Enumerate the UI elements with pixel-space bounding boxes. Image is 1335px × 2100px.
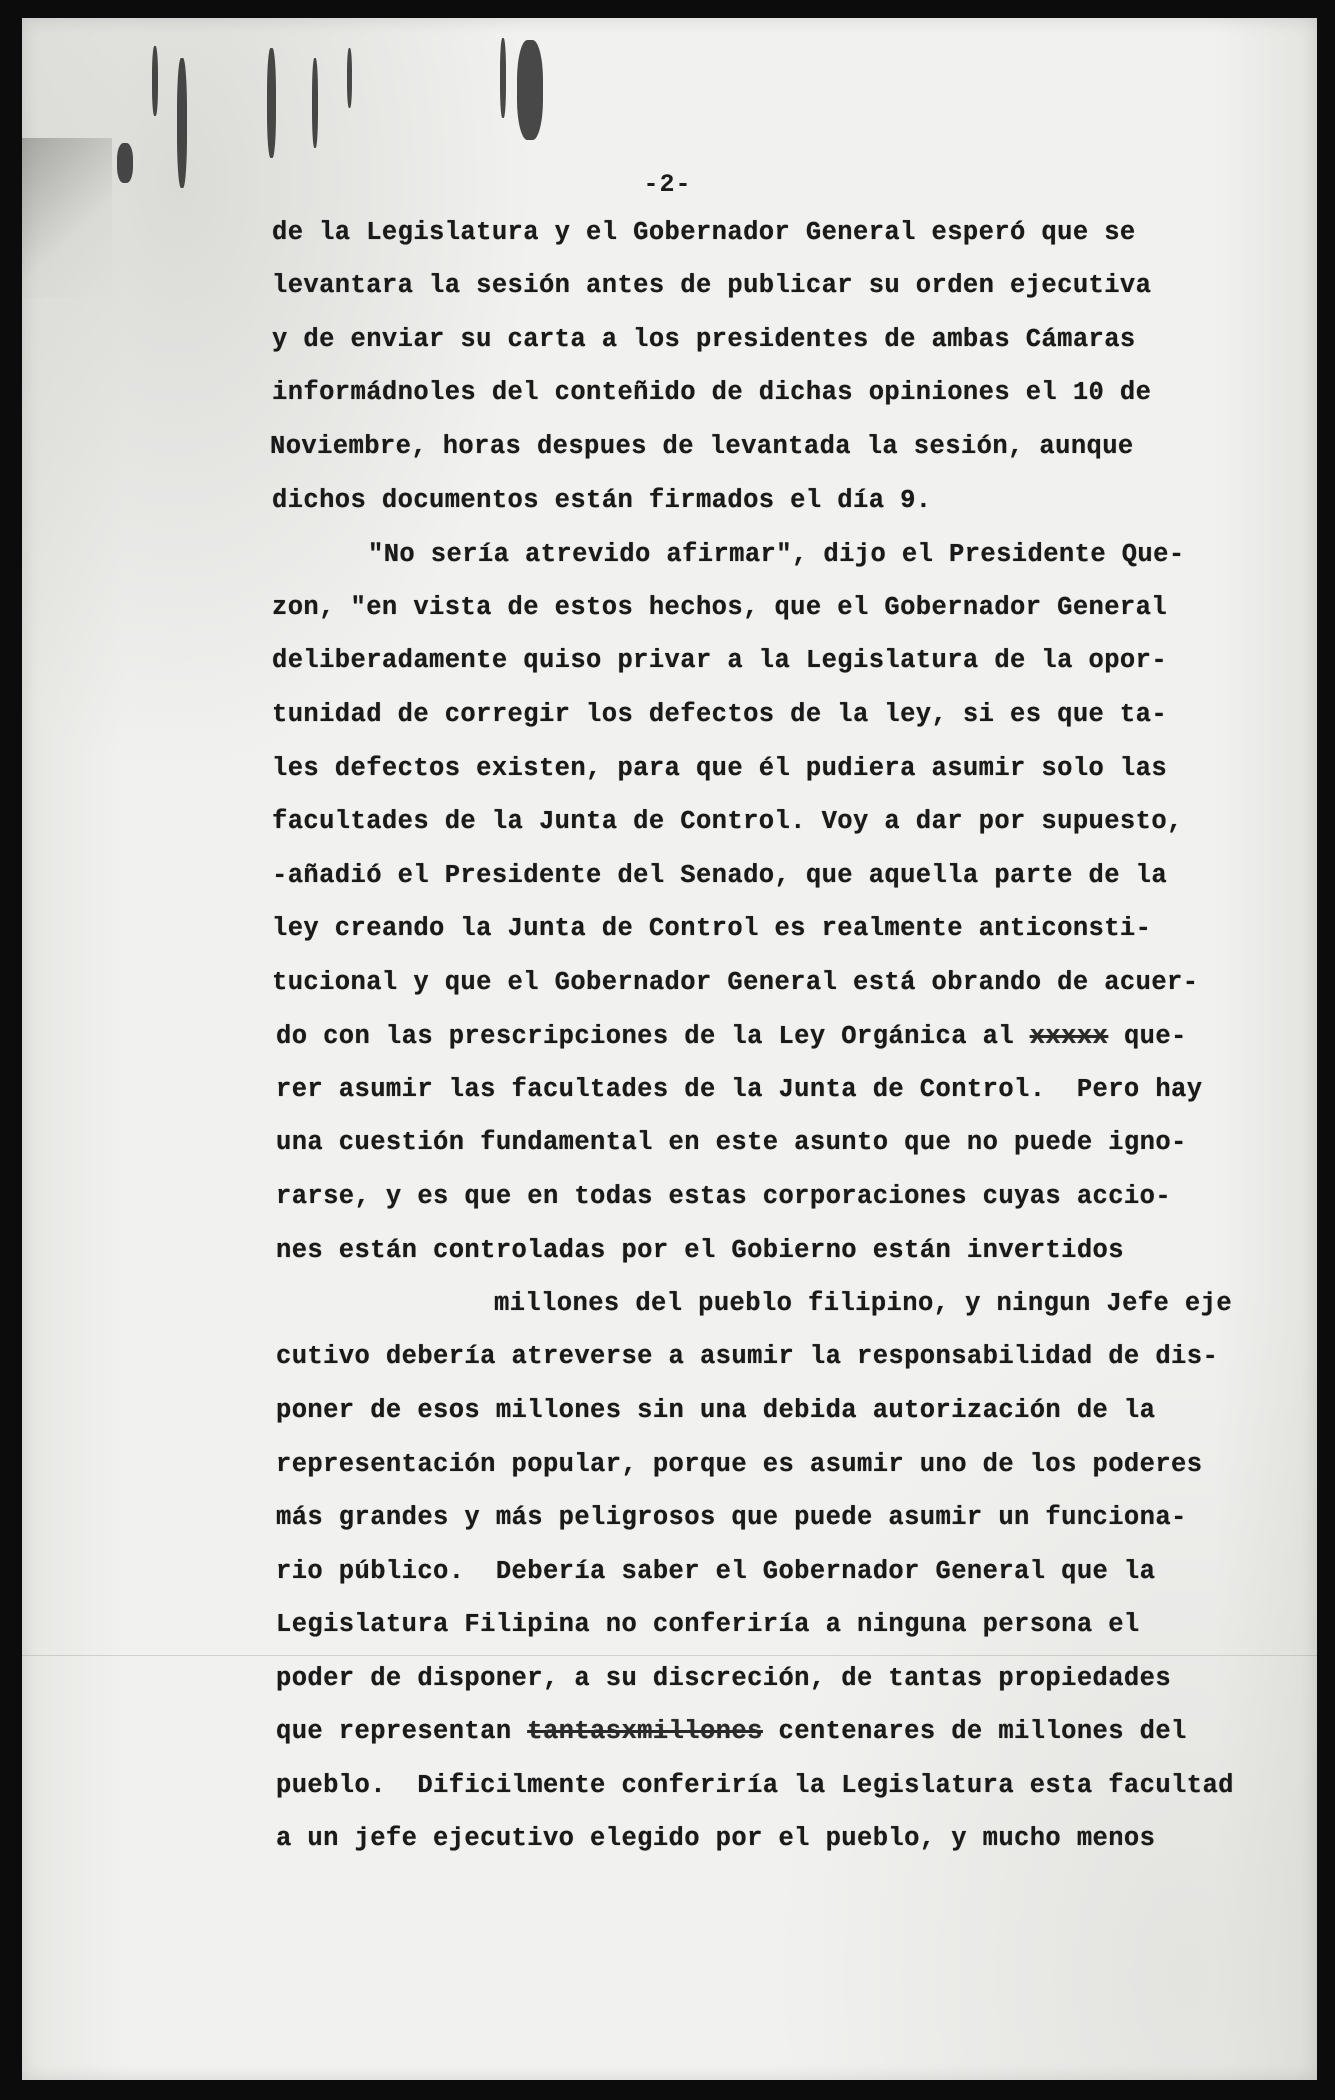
text-segment: tunidad de corregir los defectos de la ley, si es que ta- [272,700,1168,729]
text-line [276,1342,1218,1372]
text-segment: zon, "en vista de estos hechos, que el Gobernador General [272,593,1168,622]
text-segment: rio público. Debería saber el Gobernador General que la [276,1557,1156,1586]
text-segment: rarse, y es que en todas estas corporaciones cuyas accio- [276,1182,1172,1211]
text-line [272,646,1167,676]
text-segment: deliberadamente quiso privar a la Legislatura de la opor- [272,646,1168,675]
text-segment: ley creando la Junta de Control es realmente anticonsti- [272,914,1152,943]
text-line [368,540,1185,570]
text-segment: pueblo. Dificilmente conferiría la Legislatura esta facultad [276,1771,1234,1800]
text-line [276,1128,1187,1158]
text-segment: que representan [276,1717,528,1746]
text-line [272,807,1183,837]
text-line [272,754,1167,784]
text-segment: que- [1108,1022,1187,1051]
text-segment: representación popular, porque es asumir uno de los poderes [276,1450,1203,1479]
text-line [276,1236,1124,1266]
fold-line [22,1655,1317,1656]
text-line [276,1771,1234,1801]
text-segment: do con las prescripciones de la Ley Orgánica al [276,1022,1030,1051]
text-line [276,1557,1155,1587]
text-line [276,1610,1140,1640]
text-segment: poder de disponer, a su discreción, de tantas propiedades [276,1664,1172,1693]
text-segment: informádnoles del conteñido de dichas opiniones el 10 de [272,378,1152,407]
torn-corner [22,138,112,298]
text-line [272,593,1167,623]
ink-smudge [177,58,187,188]
text-line [272,914,1151,944]
text-line [272,325,1136,355]
text-segment: les defectos existen, para que él pudiera asumir solo las [272,754,1168,783]
text-line [272,968,1198,998]
text-line [276,1503,1187,1533]
text-line [272,700,1167,730]
text-segment: rer asumir las facultades de la Junta de Control. Pero hay [276,1075,1203,1104]
text-line [276,1824,1155,1854]
ink-smudge [517,40,543,140]
text-line [276,1182,1171,1212]
text-segment: facultades de la Junta de Control. Voy a dar por supuesto, [272,807,1183,836]
text-segment: cutivo debería atreverse a asumir la responsabilidad de dis- [276,1342,1219,1371]
ink-smudge [347,48,352,108]
text-line [272,486,932,516]
text-line [272,271,1151,301]
struck-text: xxxxx [1029,1022,1109,1051]
text-line [272,218,1136,248]
text-segment: millones del pueblo filipino, y ningun Jefe eje [494,1289,1233,1318]
page-number: -2- [643,170,692,199]
text-segment: y de enviar su carta a los presidentes de ambas Cámaras [272,325,1136,354]
text-segment: dichos documentos están firmados el día 9. [272,486,932,515]
text-line [276,1664,1171,1694]
text-segment: poner de esos millones sin una debida autorización de la [276,1396,1156,1425]
text-segment: levantara la sesión antes de publicar su orden ejecutiva [272,271,1152,300]
text-segment: "No sería atrevido afirmar", dijo el Presidente Que- [368,540,1185,569]
text-line [276,1075,1202,1105]
text-segment: Noviembre, horas despues de levantada la sesión, aunque [270,432,1134,461]
text-segment: Legislatura Filipina no conferiría a ninguna persona el [276,1610,1140,1639]
ink-smudge [267,48,276,158]
text-line [276,1396,1155,1426]
text-line [272,861,1167,891]
text-segment: más grandes y más peligrosos que puede asumir un funciona- [276,1503,1187,1532]
text-segment: tucional y que el Gobernador General está obrando de acuer- [272,968,1199,997]
text-line [276,1717,1187,1747]
text-segment: nes están controladas por el Gobierno están invertidos [276,1236,1124,1265]
text-line [494,1289,1232,1319]
text-line [270,432,1134,462]
text-segment: de la Legislatura y el Gobernador General esperó que se [272,218,1136,247]
text-line [272,378,1151,408]
text-segment: a un jefe ejecutivo elegido por el pueblo, y mucho menos [276,1824,1156,1853]
text-line [276,1022,1187,1052]
ink-smudge [312,58,318,148]
ink-smudge [500,38,506,118]
text-segment: centenares de millones del [762,1717,1187,1746]
ink-smudge [152,46,158,116]
text-segment: -añadió el Presidente del Senado, que aquella parte de la [272,861,1168,890]
text-line [276,1450,1202,1480]
text-segment: una cuestión fundamental en este asunto que no puede igno- [276,1128,1187,1157]
struck-text: tantasxmillones [527,1717,763,1746]
